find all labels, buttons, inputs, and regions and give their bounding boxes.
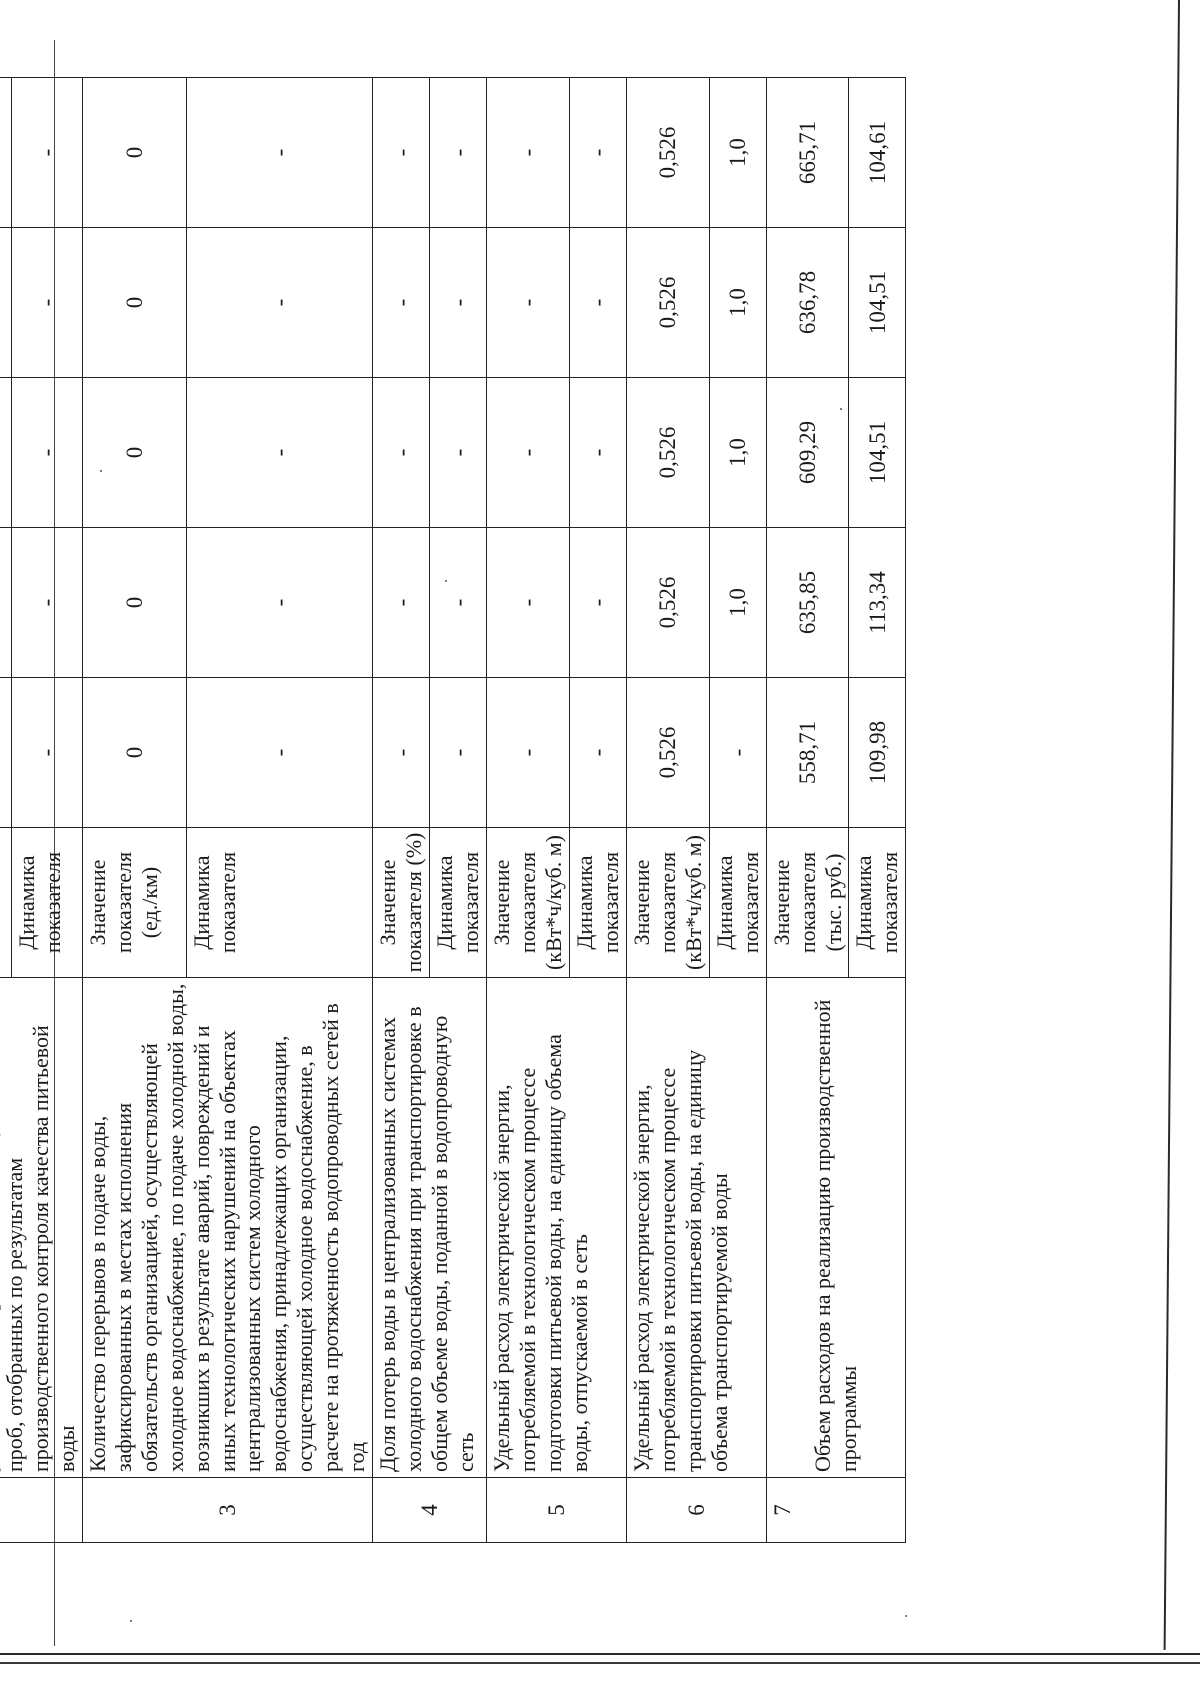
value-cell: 0: [82, 528, 186, 678]
indicator-label: Значение показателя (%): [372, 828, 429, 978]
table-row: [82, 78, 186, 1543]
value-cell: 0,526: [626, 78, 709, 228]
value-cell: -: [709, 678, 766, 828]
rotated-page: [0, 78, 902, 1543]
value-cell: 1,0: [709, 78, 766, 228]
row-number: [0, 1478, 82, 1543]
indicator-label: Динамика показателя: [186, 828, 372, 978]
value-cell: 558,71: [766, 678, 849, 828]
value-cell: -: [186, 528, 372, 678]
value-cell: 1,0: [709, 228, 766, 378]
value-cell: 0,526: [626, 528, 709, 678]
value-cell: -: [11, 678, 81, 828]
value-cell: -: [372, 78, 429, 228]
row-description: проб, отобранных по результатам производственного контроля качества питьевой воды: [0, 978, 82, 1478]
row-number: 5: [486, 1478, 626, 1543]
indicator-label: Значение показателя (кВт*ч/куб. м): [486, 828, 569, 978]
value-cell: 0,526: [626, 378, 709, 528]
value-cell: 113,34: [848, 528, 905, 678]
scan-edge-right: [1164, 0, 1180, 1650]
value-cell: -: [186, 78, 372, 228]
scan-speck: [130, 1620, 132, 1622]
value-cell: 104,51: [848, 228, 905, 378]
row-description: Количество перерывов в подаче воды, зафиксированных в местах исполнения обязательств организацией, осуществляющей холодное водоснабжение, по подаче холодной воды, возникших в результате аварий, повреждений и иных технологических нарушений на объектах централизованных систем холодного водоснабжения, принадлежащих организации, осуществляющей холодное водоснабжение, в расчете на протяженность водопроводных сетей в год: [82, 978, 372, 1478]
value-cell: -: [186, 678, 372, 828]
value-cell: -: [486, 378, 569, 528]
value-cell: -: [372, 228, 429, 378]
table-row: [766, 78, 849, 1543]
value-cell: -: [11, 78, 81, 228]
table-row: [372, 78, 429, 1543]
value-cell: 0,526: [626, 678, 709, 828]
row-number: 6: [626, 1478, 766, 1543]
value-cell: -: [569, 678, 626, 828]
value-cell: -: [11, 228, 81, 378]
value-cell: 609,29: [766, 378, 849, 528]
value-cell: 635,85: [766, 528, 849, 678]
value-cell: -: [486, 228, 569, 378]
row-number: 7: [766, 1478, 906, 1543]
indicator-label: Значение показателя (тыс. руб.): [766, 828, 849, 978]
value-cell: -: [186, 228, 372, 378]
value-cell: [0, 528, 11, 678]
value-cell: 0: [82, 378, 186, 528]
value-cell: 1,0: [709, 378, 766, 528]
value-cell: -: [186, 378, 372, 528]
row-description: Объем расходов на реализацию производственной программы: [766, 978, 906, 1478]
scan-speck: [905, 1615, 907, 1617]
value-cell: -: [11, 528, 81, 678]
value-cell: [0, 228, 11, 378]
value-cell: 0: [82, 228, 186, 378]
value-cell: 665,71: [766, 78, 849, 228]
value-cell: -: [429, 378, 486, 528]
value-cell: 0: [82, 78, 186, 228]
value-cell: -: [429, 678, 486, 828]
value-cell: 0,526: [626, 228, 709, 378]
value-cell: -: [372, 528, 429, 678]
value-cell: -: [486, 678, 569, 828]
value-cell: 1,0: [709, 528, 766, 678]
scan-edge-bottom-2: [0, 1662, 1200, 1664]
value-cell: 104,51: [848, 378, 905, 528]
indicator-label: Динамика показателя: [11, 828, 81, 978]
row-number: 4: [372, 1478, 486, 1543]
value-cell: [0, 378, 11, 528]
value-cell: -: [429, 78, 486, 228]
indicator-label: Динамика показателя: [569, 828, 626, 978]
value-cell: 104,61: [848, 78, 905, 228]
row-description: Удельный расход электрической энергии, потребляемой в технологическом процессе транспортировки питьевой воды, на единицу объема транспортируемой воды: [626, 978, 766, 1478]
indicator-label: Значение показателя (кВт*ч/куб. м): [626, 828, 709, 978]
value-cell: 109,98: [848, 678, 905, 828]
indicator-label: Динамика показателя: [709, 828, 766, 978]
table-row: [626, 78, 709, 1543]
value-cell: -: [429, 528, 486, 678]
value-cell: -: [11, 378, 81, 528]
value-cell: [0, 78, 11, 228]
indicator-label: Динамика показателя: [848, 828, 905, 978]
table-row: [486, 78, 569, 1543]
scan-edge-bottom: [0, 1653, 1200, 1655]
value-cell: -: [372, 378, 429, 528]
value-cell: -: [486, 78, 569, 228]
row-description: Удельный расход электрической энергии, потребляемой в технологическом процессе подготовки питьевой воды, на единицу объема воды, отпускаемой в сеть: [486, 978, 626, 1478]
value-cell: -: [569, 228, 626, 378]
indicators-table: [0, 77, 906, 1543]
value-cell: [0, 678, 11, 828]
value-cell: 636,78: [766, 228, 849, 378]
row-description: Доля потерь воды в централизованных системах холодного водоснабжения при транспортировке в общем объеме воды, поданной в водопроводную сеть: [372, 978, 486, 1478]
indicator-label: Значение показателя (ед./км): [82, 828, 186, 978]
value-cell: -: [429, 228, 486, 378]
table-row: [0, 78, 11, 1543]
indicator-label: [0, 828, 11, 978]
value-cell: -: [569, 78, 626, 228]
indicator-label: Динамика показателя: [429, 828, 486, 978]
row-number: 3: [82, 1478, 372, 1543]
value-cell: 0: [82, 678, 186, 828]
value-cell: -: [372, 678, 429, 828]
value-cell: -: [569, 528, 626, 678]
value-cell: -: [569, 378, 626, 528]
value-cell: -: [486, 528, 569, 678]
